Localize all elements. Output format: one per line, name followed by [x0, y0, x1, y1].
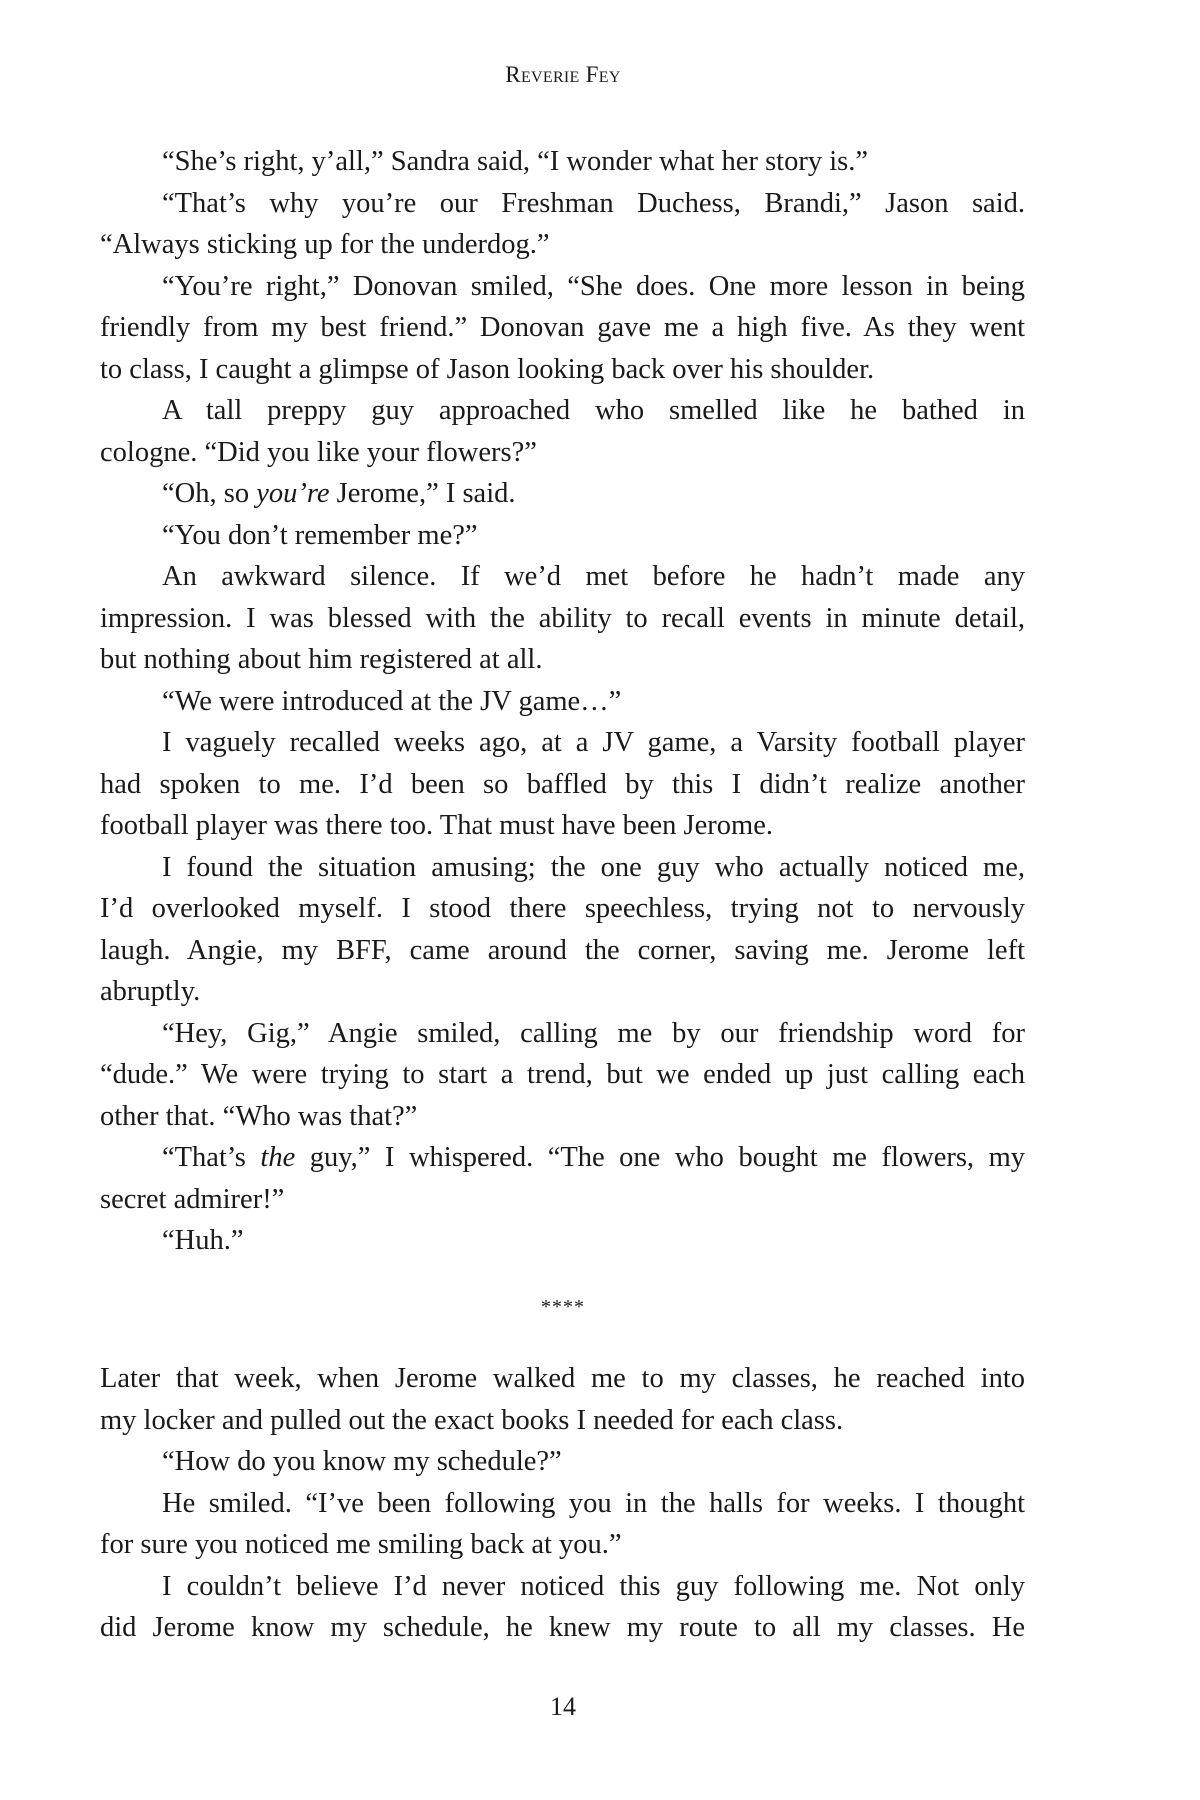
text-line: “That’s the guy,” I whispered. “The one who bought me flowers, my [162, 1142, 1025, 1173]
text-line: other that. “Who was that?” [100, 1100, 418, 1132]
text-line: An awkward silence. If we’d met before he hadn’t made any [162, 561, 1025, 592]
text-line: He smiled. “I’ve been following you in the halls for weeks. I thought [162, 1487, 1025, 1519]
text-line: abruptly. [100, 976, 201, 1007]
text-line: “dude.” We were trying to start a trend, but we ended up just calling each [100, 1059, 1025, 1090]
text-line: to class, I caught a glimpse of Jason looking back over his shoulder. [100, 353, 875, 385]
running-head: Reverie Fey [505, 62, 621, 87]
text-line: “We were introduced at the JV game…” [162, 685, 622, 717]
text-line: “Huh.” [162, 1225, 244, 1256]
text-line: “Oh, so you’re Jerome,” I said. [162, 478, 516, 509]
text-line: friendly from my best friend.” Donovan gave me a high five. As they went [100, 312, 1025, 343]
text-line: “You’re right,” Donovan smiled, “She does. One more lesson in being [162, 270, 1025, 302]
scene-break: **** [541, 1296, 585, 1318]
text-line: “You don’t remember me?” [162, 519, 478, 551]
body-text-section-1 [100, 141, 1025, 1262]
text-line: I vaguely recalled weeks ago, at a JV game, a Varsity football player [162, 727, 1025, 758]
text-line: A tall preppy guy approached who smelled like he bathed in [162, 395, 1025, 426]
text-line: I found the situation amusing; the one guy who actually noticed me, [162, 851, 1025, 883]
page-number: 14 [550, 1692, 576, 1721]
text-line: I’d overlooked myself. I stood there speechless, trying not to nervously [100, 893, 1025, 924]
text-line: for sure you noticed me smiling back at you.” [100, 1529, 622, 1560]
text-line: my locker and pulled out the exact books I needed for each class. [100, 1404, 844, 1436]
text-line: “How do you know my schedule?” [162, 1446, 562, 1477]
text-line: football player was there too. That must have been Jerome. [100, 810, 773, 841]
text-line: impression. I was blessed with the ability to recall events in minute detail, [100, 602, 1025, 634]
text-line: laugh. Angie, my BFF, came around the corner, saving me. Jerome left [100, 934, 1025, 966]
text-line: “Hey, Gig,” Angie smiled, calling me by our friendship word for [162, 1017, 1025, 1049]
emphasis: you’re [256, 478, 330, 509]
text-line: did Jerome know my schedule, he knew my route to all my classes. He [100, 1612, 1025, 1643]
body-text-section-2 [100, 1358, 1025, 1649]
text-line: cologne. “Did you like your flowers?” [100, 436, 537, 468]
text-line: “Always sticking up for the underdog.” [100, 229, 550, 260]
text-line: had spoken to me. I’d been so baffled by this I didn’t realize another [100, 768, 1025, 800]
text-line: Later that week, when Jerome walked me to my classes, he reached into [100, 1363, 1025, 1394]
text-line: I couldn’t believe I’d never noticed this guy following me. Not only [162, 1570, 1025, 1602]
text-line: but nothing about him registered at all. [100, 644, 543, 675]
text-line: “That’s why you’re our Freshman Duchess, Brandi,” Jason said. [162, 187, 1025, 219]
text-line: secret admirer!” [100, 1183, 285, 1215]
emphasis: the [260, 1142, 296, 1173]
text-line: “She’s right, y’all,” Sandra said, “I wonder what her story is.” [162, 146, 868, 177]
